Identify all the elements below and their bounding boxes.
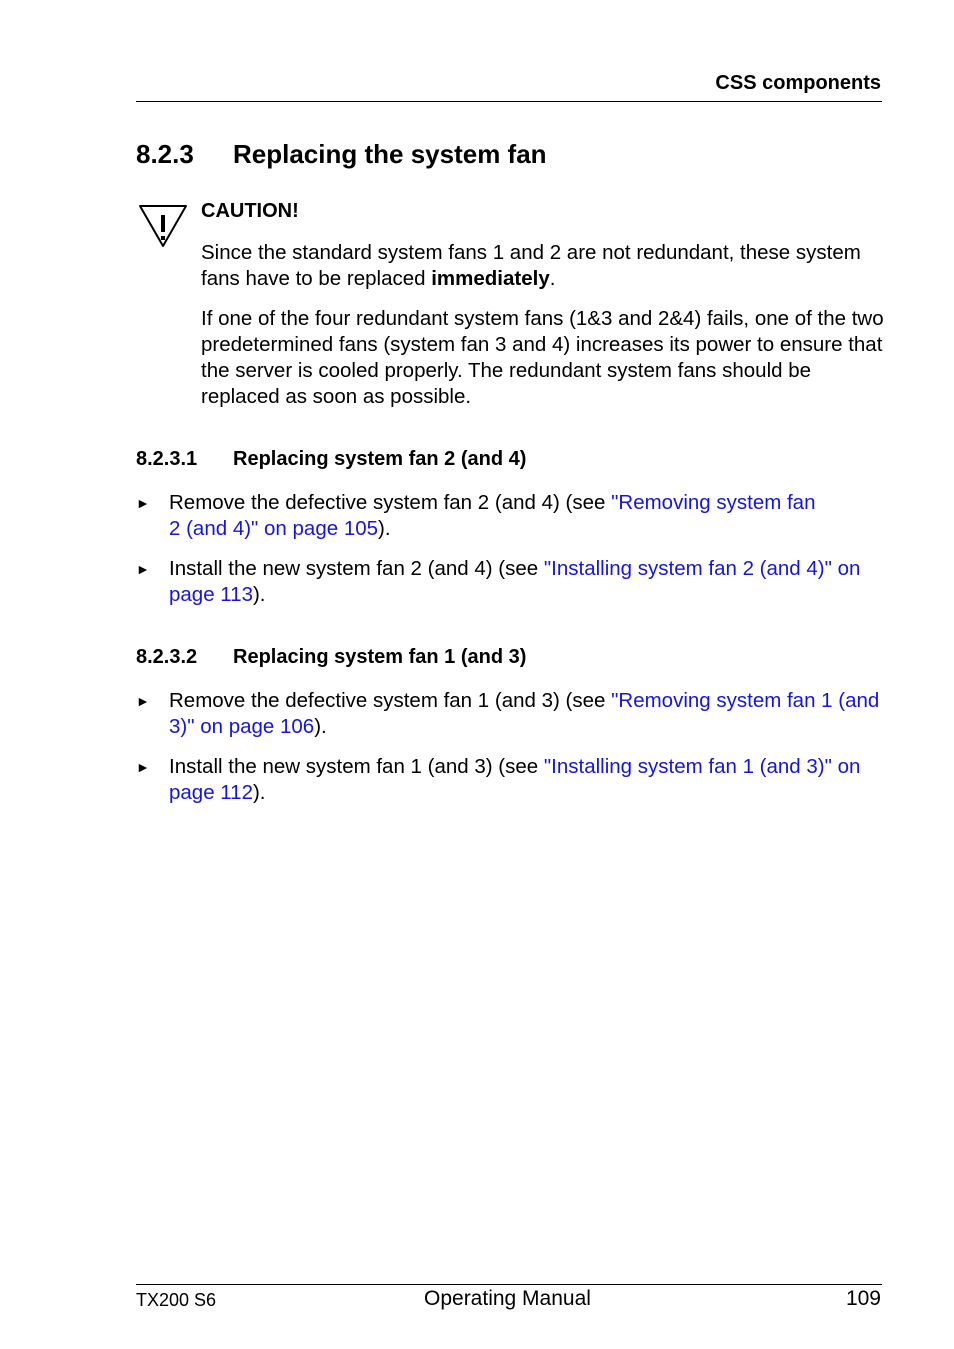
subsection-heading-2 bbox=[136, 646, 526, 669]
step-text: Install the new system fan 2 (and 4) (see bbox=[169, 557, 544, 580]
subsection-heading-1 bbox=[136, 448, 526, 471]
step-text-end: ). bbox=[252, 583, 266, 606]
step-text-end: ). bbox=[378, 517, 391, 540]
caution-paragraph-1 bbox=[201, 240, 891, 292]
list-item-text bbox=[169, 490, 829, 542]
header-rule bbox=[136, 101, 882, 102]
step-text: Remove the defective system fan 1 (and 3) (see bbox=[169, 689, 612, 712]
cross-reference-link[interactable]: "Removing system fan 2 (and 4)" on page 105 bbox=[169, 491, 816, 540]
caution-paragraph-2: If one of the four redundant system fans (1&3 and 2&4) fails, one of the two predetermined fans (system fan 3 and 4) increases its power to ensure that the server is cooled properly. The redundant system fans should be replaced as soon as possible. bbox=[201, 307, 884, 408]
step-text-end: ). bbox=[252, 781, 266, 804]
footer-product: TX200 S6 bbox=[136, 1290, 217, 1310]
section-heading bbox=[136, 139, 547, 170]
cross-reference-link[interactable]: "Installing system fan 1 (and 3)" on page 112 bbox=[169, 755, 861, 804]
caution-p1-end: . bbox=[549, 267, 556, 290]
subsection-title: Replacing system fan 2 (and 4) bbox=[233, 448, 527, 470]
footer-manual-title: Operating Manual bbox=[424, 1287, 591, 1310]
subsection-number: 8.2.3.2 bbox=[136, 646, 198, 668]
cross-reference-link[interactable]: "Removing system fan 1 (and 3)" on page 106 bbox=[169, 689, 880, 738]
bullet-arrow-icon: ► bbox=[136, 693, 150, 709]
cross-reference-link[interactable]: "Installing system fan 2 (and 4)" on page 113 bbox=[169, 557, 861, 606]
caution-p1-emphasis: immediately bbox=[431, 267, 550, 290]
subsection-title: Replacing system fan 1 (and 3) bbox=[233, 646, 527, 668]
subsection-number: 8.2.3.1 bbox=[136, 448, 198, 470]
step-text: Remove the defective system fan 2 (and 4) (see bbox=[169, 491, 612, 514]
caution-title: CAUTION! bbox=[201, 200, 299, 222]
bullet-arrow-icon: ► bbox=[136, 495, 150, 511]
step-text: Install the new system fan 1 (and 3) (see bbox=[169, 755, 544, 778]
footer-rule bbox=[136, 1284, 882, 1285]
header-title: CSS components bbox=[715, 72, 881, 94]
caution-p1-text: Since the standard system fans 1 and 2 are not redundant, these system fans have to be replaced bbox=[201, 241, 861, 290]
caution-icon bbox=[136, 202, 190, 250]
section-number: 8.2.3 bbox=[136, 139, 194, 169]
step-text-end: ). bbox=[314, 715, 327, 738]
section-title: Replacing the system fan bbox=[233, 139, 547, 169]
page-number: 109 bbox=[845, 1287, 881, 1310]
list-item-text bbox=[169, 688, 889, 740]
bullet-arrow-icon: ► bbox=[136, 759, 150, 775]
list-item-text bbox=[169, 556, 889, 608]
bullet-arrow-icon: ► bbox=[136, 561, 150, 577]
list-item-text bbox=[169, 754, 889, 806]
